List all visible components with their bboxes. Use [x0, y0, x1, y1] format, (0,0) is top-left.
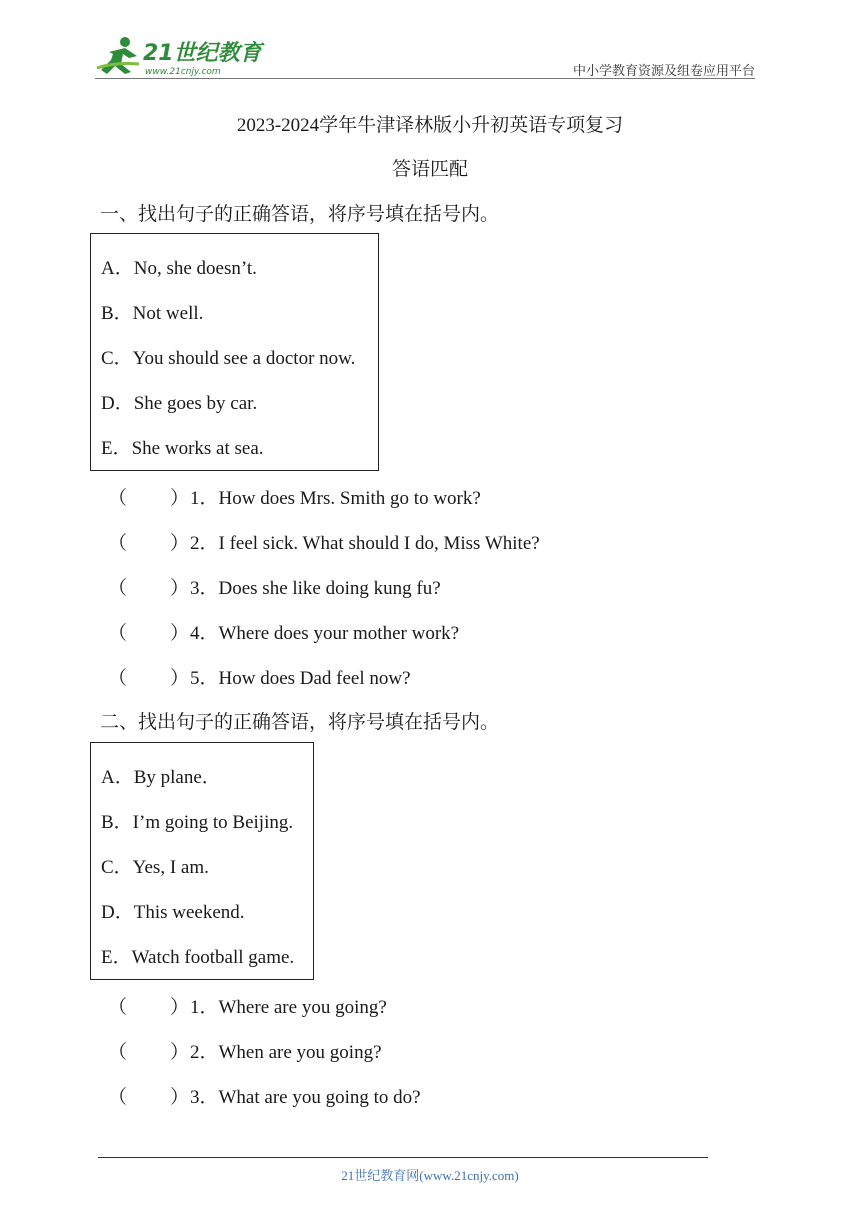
logo-text: 21世纪教育	[143, 41, 262, 66]
header-divider	[95, 78, 755, 79]
question-text: 2．When are you going?	[190, 1042, 382, 1063]
option-a: A．No, she doesn’t.	[101, 258, 257, 279]
answer-blank-open[interactable]: （	[108, 488, 128, 509]
option-c: C．Yes, I am.	[101, 857, 209, 878]
runner-icon	[97, 37, 139, 74]
question-text: 1．Where are you going?	[190, 997, 387, 1018]
document-title: 2023-2024学年牛津译林版小升初英语专项复习	[236, 115, 624, 136]
answer-blank-close: ）	[170, 997, 190, 1018]
answer-blank-close: ）	[170, 488, 190, 509]
question-text: 5．How does Dad feel now?	[190, 668, 411, 689]
footer-link[interactable]: 21世纪教育网(www.21cnjy.com)	[341, 1168, 519, 1183]
section-1-options-box	[90, 233, 379, 471]
answer-blank-open[interactable]: （	[108, 997, 128, 1018]
question-text: 2．I feel sick. What should I do, Miss White?	[190, 533, 540, 554]
answer-blank-close: ）	[170, 533, 190, 554]
option-b: B．Not well.	[101, 303, 204, 324]
question-text: 3．Does she like doing kung fu?	[190, 578, 441, 599]
option-e: E．She works at sea.	[101, 438, 264, 459]
option-c: C．You should see a doctor now.	[101, 348, 356, 369]
answer-blank-close: ）	[170, 1087, 190, 1108]
section-2-heading: 二、找出句子的正确答语，将序号填在括号内。	[100, 712, 500, 733]
option-e: E．Watch football game.	[101, 947, 295, 968]
answer-blank-close: ）	[170, 1042, 190, 1063]
page-header	[95, 30, 755, 80]
section-1-heading: 一、找出句子的正确答语，将序号填在括号内。	[100, 204, 500, 225]
answer-blank-open[interactable]: （	[108, 533, 128, 554]
answer-blank-open[interactable]: （	[108, 1042, 128, 1063]
answer-blank-open[interactable]: （	[108, 1087, 128, 1108]
option-a: A．By plane．	[101, 767, 221, 788]
footer-divider	[98, 1157, 708, 1158]
document-subtitle: 答语匹配	[391, 159, 468, 180]
answer-blank-open[interactable]: （	[108, 668, 128, 689]
question-text: 1．How does Mrs. Smith go to work?	[190, 488, 481, 509]
option-d: D．She goes by car.	[101, 393, 258, 414]
platform-tagline: 中小学教育资源及组卷应用平台	[572, 63, 755, 78]
answer-blank-open[interactable]: （	[108, 578, 128, 599]
answer-blank-close: ）	[170, 578, 190, 599]
answer-blank-close: ）	[170, 668, 190, 689]
option-d: D．This weekend.	[101, 902, 245, 923]
option-b: B．I’m going to Beijing.	[101, 812, 294, 833]
section-2-options-box	[90, 742, 314, 980]
question-text: 4．Where does your mother work?	[190, 623, 460, 644]
answer-blank-close: ）	[170, 623, 190, 644]
question-text: 3．What are you going to do?	[190, 1087, 421, 1108]
answer-blank-open[interactable]: （	[108, 623, 128, 644]
site-logo	[95, 34, 270, 78]
logo-url: www.21cnjy.com	[145, 67, 221, 77]
